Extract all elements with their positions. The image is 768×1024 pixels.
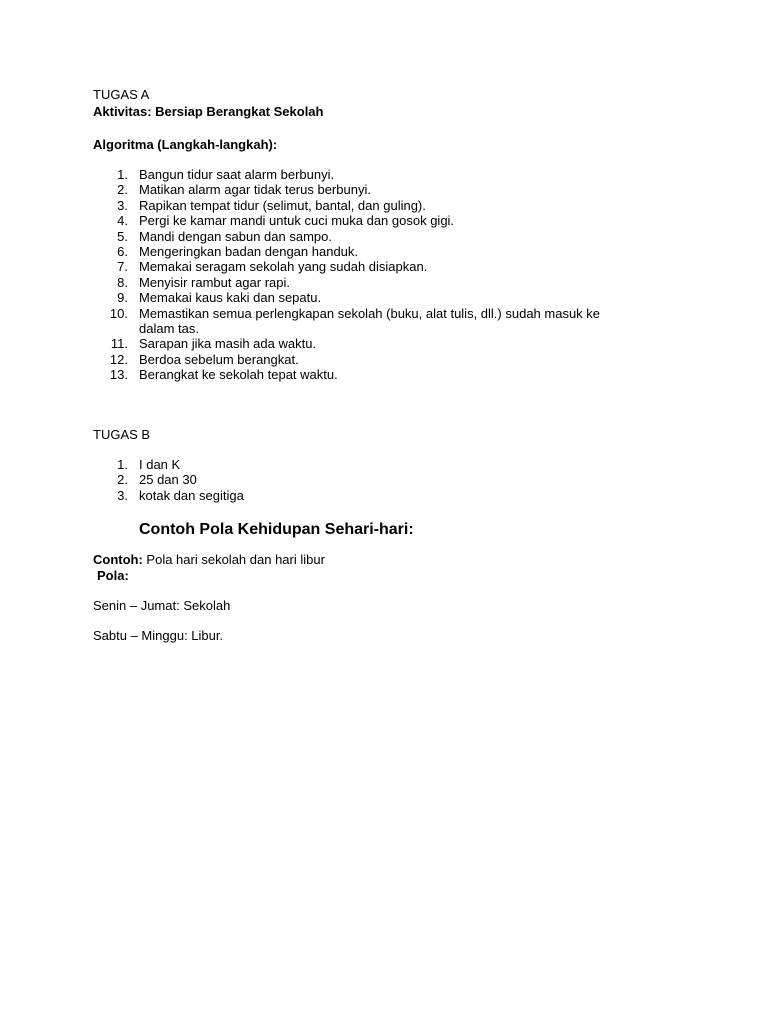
answer-number: 3. bbox=[117, 487, 128, 503]
step-text: Bangun tidur saat alarm berbunyi. bbox=[139, 167, 335, 182]
answer-number: 1. bbox=[117, 457, 128, 472]
step-number: 11. bbox=[110, 336, 128, 352]
answer-text: 25 dan 30 bbox=[139, 472, 197, 488]
answer-number: 2. bbox=[117, 472, 128, 488]
step-text: Rapikan tempat tidur (selimut, bantal, dan guling). bbox=[139, 197, 426, 213]
contoh-text: Pola hari sekolah dan hari libur bbox=[142, 552, 325, 567]
algorithm-title: Algoritma (Langkah-langkah): bbox=[93, 137, 278, 152]
pola-line-2: Sabtu – Minggu: Libur. bbox=[93, 628, 224, 643]
tugas-b-title: TUGAS B bbox=[93, 427, 151, 442]
step-text: Memakai kaus kaki dan sepatu. bbox=[139, 290, 322, 306]
step-number: 9. bbox=[117, 290, 128, 306]
answer-text: I dan K bbox=[139, 457, 181, 472]
contoh-line bbox=[93, 552, 325, 568]
step-number: 12. bbox=[109, 351, 128, 367]
pola-line-1: Senin – Jumat: Sekolah bbox=[93, 598, 231, 613]
step-number: 1. bbox=[117, 167, 128, 182]
activity-title: Aktivitas: Bersiap Berangkat Sekolah bbox=[93, 104, 324, 119]
pola-label: Pola: bbox=[97, 568, 129, 583]
step-text: Pergi ke kamar mandi untuk cuci muka dan gosok gigi. bbox=[139, 213, 455, 229]
step-number: 5. bbox=[117, 228, 128, 244]
pola-heading: Contoh Pola Kehidupan Sehari-hari: bbox=[139, 521, 414, 538]
step-number: 7. bbox=[117, 259, 128, 275]
step-number: 8. bbox=[117, 274, 128, 290]
step-text: Memakai seragam sekolah yang sudah disiapkan. bbox=[139, 259, 428, 275]
step-number: 10. bbox=[109, 305, 128, 321]
step-number: 13. bbox=[109, 367, 128, 383]
step-text: Berangkat ke sekolah tepat waktu. bbox=[139, 367, 338, 383]
tugas-a-title: TUGAS A bbox=[93, 87, 150, 102]
answer-text: kotak dan segitiga bbox=[139, 487, 244, 503]
step-text: Sarapan jika masih ada waktu. bbox=[139, 336, 317, 352]
step-number: 3. bbox=[117, 197, 128, 213]
step-text: Matikan alarm agar tidak terus berbunyi. bbox=[139, 182, 371, 198]
step-number: 6. bbox=[117, 244, 128, 259]
step-text: Menyisir rambut agar rapi. bbox=[139, 274, 290, 290]
step-number: 2. bbox=[117, 182, 128, 198]
step-text-continuation: dalam tas. bbox=[139, 321, 199, 336]
step-text: Berdoa sebelum berangkat. bbox=[139, 351, 299, 367]
step-number: 4. bbox=[117, 213, 128, 229]
step-text: Mengeringkan badan dengan handuk. bbox=[139, 244, 359, 259]
contoh-label: Contoh: bbox=[93, 552, 143, 567]
step-text: Mandi dengan sabun dan sampo. bbox=[139, 228, 332, 244]
step-text: Memastikan semua perlengkapan sekolah (buku, alat tulis, dll.) sudah masuk ke bbox=[139, 305, 601, 321]
